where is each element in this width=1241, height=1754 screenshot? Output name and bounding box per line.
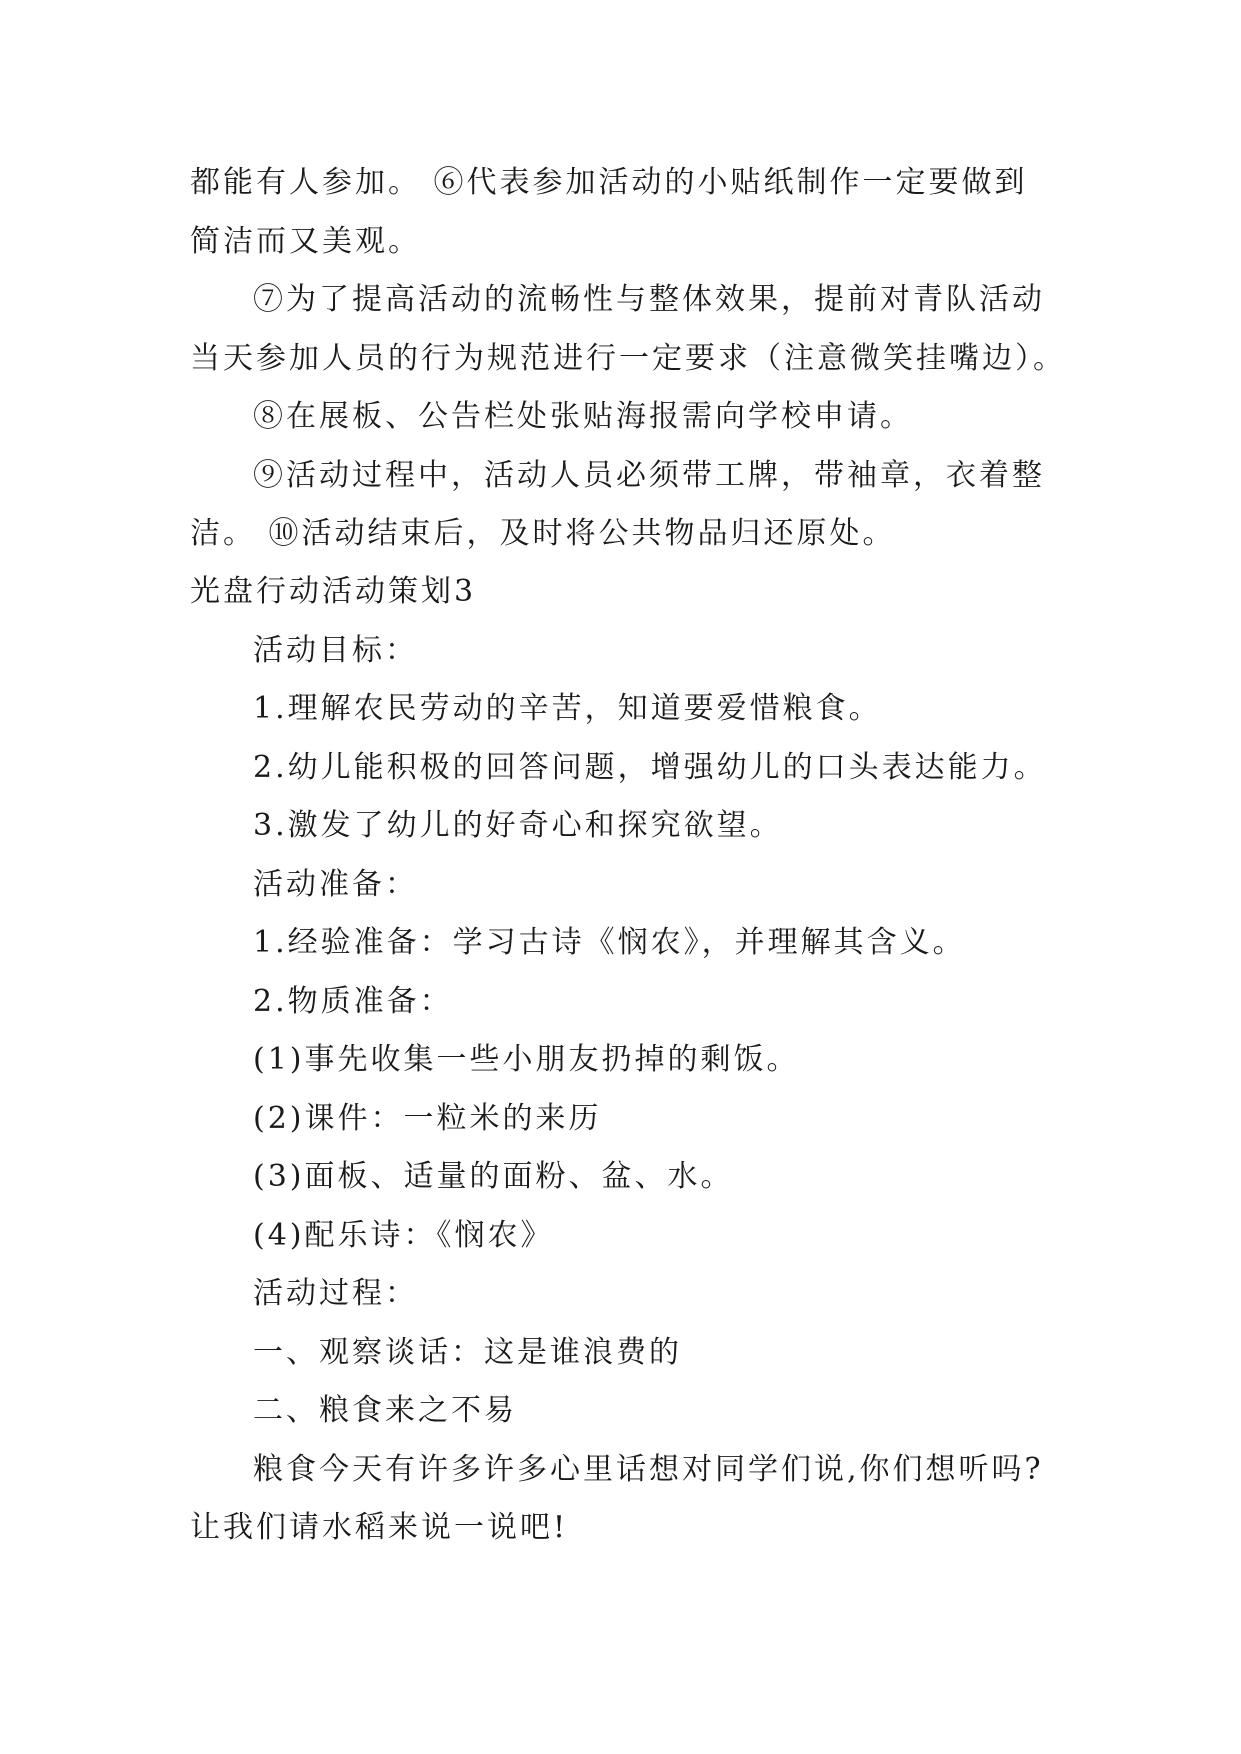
paragraph-line: ⑨活动过程中，活动人员必须带工牌，带袖章，衣着整: [253, 458, 1045, 493]
subheading-process: 活动过程：: [253, 1276, 418, 1311]
paragraph-line: 洁。 ⑩活动结束后，及时将公共物品归还原处。: [190, 516, 896, 551]
list-item: (4)配乐诗：《悯农》: [253, 1218, 554, 1253]
paragraph-line: ⑧在展板、公告栏处张贴海报需向学校申请。: [253, 399, 913, 434]
paragraph-line: 当天参加人员的行为规范进行一定要求（注意微笑挂嘴边）。: [190, 341, 1066, 376]
section-heading: 光盘行动活动策划3: [190, 574, 477, 609]
list-item: (1)事先收集一些小朋友扔掉的剩饭。: [253, 1042, 800, 1077]
list-item: (3)面板、适量的面粉、盆、水。: [253, 1159, 734, 1194]
list-item: 1.经验准备：学习古诗《悯农》，并理解其含义。: [253, 925, 966, 960]
paragraph-line: 让我们请水稻来说一说吧!: [190, 1510, 569, 1545]
list-item: 1.理解农民劳动的辛苦，知道要爱惜粮食。: [253, 691, 882, 726]
list-item: (2)课件：一粒米的来历: [253, 1101, 602, 1136]
list-item: 3.激发了幼儿的好奇心和探究欲望。: [253, 808, 783, 843]
list-item: 2.物质准备：: [253, 984, 453, 1019]
paragraph-line: 简洁而又美观。: [190, 224, 421, 259]
paragraph-line: 都能有人参加。 ⑥代表参加活动的小贴纸制作一定要做到: [190, 165, 1028, 200]
paragraph-line: 粮食今天有许多许多心里话想对同学们说,你们想听吗?: [253, 1452, 1044, 1487]
subheading-preparation: 活动准备：: [253, 867, 418, 902]
list-item: 2.幼儿能积极的回答问题，增强幼儿的口头表达能力。: [253, 750, 1047, 785]
list-item: 一、观察谈话：这是谁浪费的: [253, 1335, 682, 1370]
paragraph-line: ⑦为了提高活动的流畅性与整体效果，提前对青队活动: [253, 282, 1045, 317]
subheading-goals: 活动目标：: [253, 633, 418, 668]
list-item: 二、粮食来之不易: [253, 1393, 517, 1428]
